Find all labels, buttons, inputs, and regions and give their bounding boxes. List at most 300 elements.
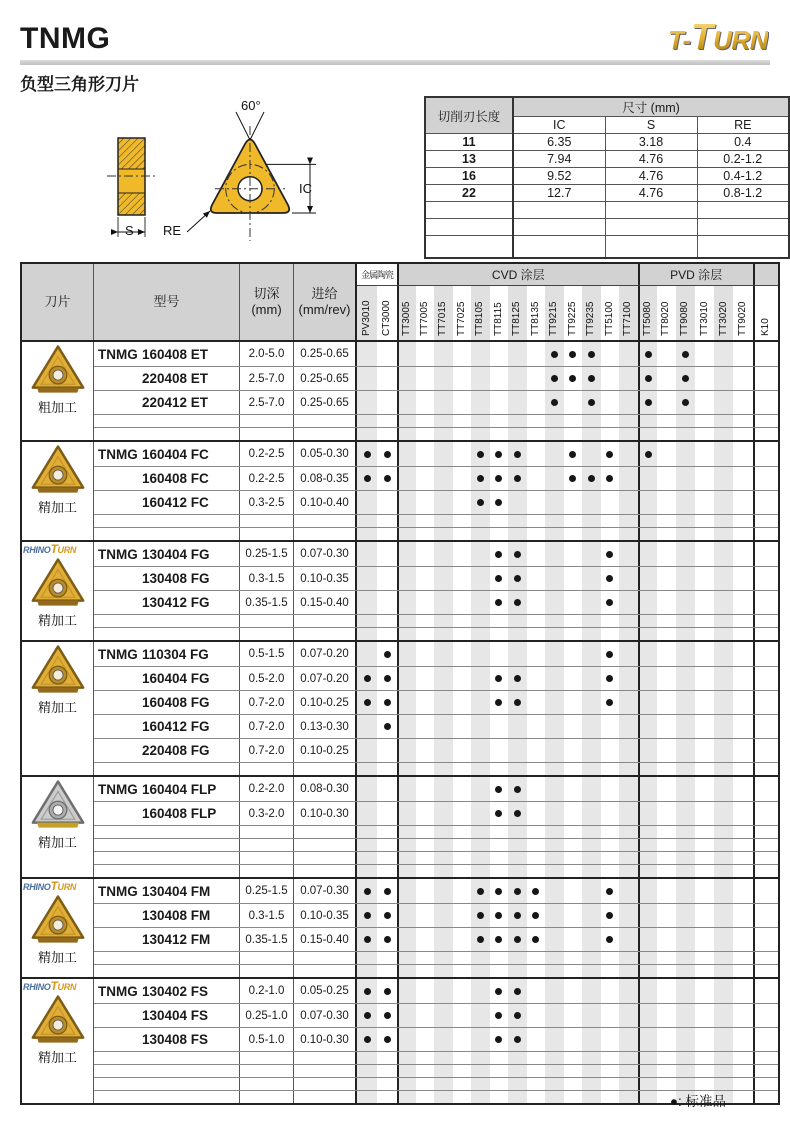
grade-cell [619,839,638,851]
grade-cell [733,1078,752,1090]
grade-cell [733,928,752,951]
grade-cell [357,979,377,1003]
grade-cell [471,739,490,762]
grade-cell [714,367,733,390]
grade-cell [545,342,564,366]
grade-cell [714,342,733,366]
grade-label: TT8125 [511,301,523,336]
grade-cell [416,1065,435,1077]
grade-cell [357,802,377,825]
depth-cell [240,763,294,775]
grade-cell [582,1004,601,1027]
depth-cell [240,826,294,838]
grade-cell [527,515,546,527]
grade-cell [508,491,527,514]
grade-cell [397,591,416,614]
grade-cell [753,528,778,540]
model-cell [94,839,240,851]
grade-cell [733,715,752,738]
model-name: 160412 FG [142,719,210,734]
grade-cell [545,1078,564,1090]
grade-cell [676,777,695,801]
grade-cell [434,442,453,466]
empty-row [94,527,778,540]
standard-dot [588,351,595,358]
ic-cell: 6.35 [513,134,605,151]
feed-cell [294,1065,357,1077]
grade-cell [508,979,527,1003]
grade-cell [377,1052,397,1064]
grade-cell [638,491,657,514]
grade-col-header [545,286,564,340]
grade-cell [638,342,657,366]
grade-cell [753,802,778,825]
logo-part: URN [57,982,77,992]
grade-cell [753,442,778,466]
feed-cell: 0.10-0.25 [294,691,357,714]
model-cell [94,467,240,490]
grade-cell [676,1052,695,1064]
grade-cell [453,715,472,738]
model-cell [94,442,240,466]
grade-cell [453,1078,472,1090]
grade-cell [453,642,472,666]
empty-row [94,864,778,877]
grade-cell [733,952,752,964]
table-row [94,777,778,801]
grade-cell [619,528,638,540]
grade-cell [564,628,583,640]
edge-length-header: 切削刃长度 [425,97,513,134]
grade-cell [582,952,601,964]
grade-cell [377,1065,397,1077]
standard-dot [682,399,689,406]
grade-cell [377,442,397,466]
table-row [94,390,778,414]
grade-cell [397,777,416,801]
grade-cell [638,1091,657,1103]
grade-cell [601,879,620,903]
grade-cell [564,904,583,927]
depth-cell [240,852,294,864]
standard-dot [606,451,613,458]
model-name: 130408 FG [142,571,210,586]
grade-cell [434,567,453,590]
grade-cell [471,391,490,414]
insert-cell [22,979,94,1103]
grade-cell [416,952,435,964]
grade-group-header: 金属陶瓷 [357,264,397,285]
insert-block [22,540,778,640]
standard-dot [514,575,521,582]
grade-cell [434,979,453,1003]
standard-dot [606,675,613,682]
grade-cell [753,591,778,614]
grade-cell [434,428,453,440]
standard-dot [495,499,502,506]
grade-cell [753,904,778,927]
grade-cell [638,928,657,951]
grade-cell [601,591,620,614]
grade-cell [397,965,416,977]
grade-cell [357,667,377,690]
grade-cell [490,528,509,540]
grade-cell [471,1052,490,1064]
grade-cell [564,415,583,427]
grade-cell [753,1028,778,1051]
standard-dot [682,351,689,358]
grade-cell [676,965,695,977]
grade-cell [471,879,490,903]
model-name: 160404 FC [142,446,209,462]
grade-cell [416,852,435,864]
grade-cell [545,826,564,838]
grade-cell [377,928,397,951]
standard-dot [495,675,502,682]
grade-cell [545,852,564,864]
grade-cell [490,467,509,490]
feed-cell [294,615,357,627]
grade-cell [471,567,490,590]
grade-cell [564,739,583,762]
grade-cell [564,952,583,964]
grade-cell [714,467,733,490]
grade-cell [619,928,638,951]
grade-cell [397,528,416,540]
grade-cell [695,442,714,466]
model-name: 160412 FC [142,495,209,510]
grade-cell [545,1028,564,1051]
grade-cell [453,826,472,838]
grade-cell [490,515,509,527]
grade-cell [564,691,583,714]
grade-label: TT8115 [492,302,504,336]
grade-cell [582,415,601,427]
table-row [94,566,778,590]
grade-cell [416,839,435,851]
grade-cell [377,342,397,366]
grade-cell [357,879,377,903]
grade-cell [638,852,657,864]
grade-cell [416,442,435,466]
re-cell: 0.4-1.2 [697,168,789,185]
grade-cell [582,667,601,690]
grade-cell [397,739,416,762]
grade-cell [657,515,676,527]
grade-cell [564,642,583,666]
grade-cell [397,667,416,690]
grade-cell [582,839,601,851]
grade-cell [545,739,564,762]
grade-cell [416,367,435,390]
grade-cell [695,491,714,514]
grade-cell [471,428,490,440]
grade-cell [357,715,377,738]
finish-label: 精加工 [37,500,77,515]
grade-cell [676,879,695,903]
grade-cell [357,428,377,440]
grade-cell [753,1091,778,1103]
grade-cell [527,1004,546,1027]
empty-row [425,236,789,259]
insert-block [22,440,778,540]
grade-cell [490,865,509,877]
grade-cell [357,642,377,666]
grade-cell [527,1078,546,1090]
grade-cell [657,839,676,851]
logo-part: T- [668,25,692,55]
grade-cell [508,763,527,775]
grade-cell [564,442,583,466]
grade-cell [357,691,377,714]
grade-cell [601,1028,620,1051]
standard-dot [495,786,502,793]
insert-cell [22,342,94,440]
grade-cell [564,979,583,1003]
page-title: TNMG [20,22,111,55]
grade-cell [377,802,397,825]
grade-cell [657,528,676,540]
grade-cell [619,591,638,614]
grade-col-header [508,286,527,340]
grade-cell [471,1028,490,1051]
standard-dot [514,451,521,458]
model-cell [94,739,240,762]
grade-cell [657,691,676,714]
grade-cell [714,1028,733,1051]
grade-cell [545,904,564,927]
finish-label: 精加工 [37,700,77,715]
grade-cell [601,415,620,427]
grade-cell [416,1052,435,1064]
grade-cell [397,1065,416,1077]
grade-cell [397,691,416,714]
grade-cell [357,865,377,877]
feed-cell: 0.07-0.20 [294,667,357,690]
grade-cell [582,826,601,838]
grade-cell [582,879,601,903]
grade-label: TT3020 [717,301,729,336]
grade-cell [508,428,527,440]
grade-cell [453,667,472,690]
grade-cell [416,965,435,977]
grade-label: TT8020 [660,301,672,336]
grade-cell [434,879,453,903]
depth-cell: 0.25-1.5 [240,879,294,903]
grade-cell [733,802,752,825]
grade-cell [695,628,714,640]
standard-dot [645,399,652,406]
grade-cell [508,691,527,714]
grade-cell [638,715,657,738]
grade-cell [638,415,657,427]
grade-cell [434,667,453,690]
grade-cell [416,615,435,627]
grade-cell [545,391,564,414]
grade-cell [657,715,676,738]
insert-cell [22,879,94,977]
grade-cell [619,879,638,903]
grade-cell [377,979,397,1003]
model-cell [94,1028,240,1051]
grade-cell [416,879,435,903]
grade-cell [545,952,564,964]
empty-row [425,219,789,236]
grade-cell [453,777,472,801]
grade-cell [601,442,620,466]
feed-cell [294,952,357,964]
grade-cell [564,467,583,490]
grade-cell [601,979,620,1003]
grade-group-header: PVD 涂层 [638,264,753,285]
grade-cell [657,1028,676,1051]
grade-cell [638,467,657,490]
grade-cell [582,342,601,366]
grade-cell [453,628,472,640]
grade-cell [471,826,490,838]
grade-cell [471,1091,490,1103]
standard-item-legend: ●: 标准品 [669,1094,726,1109]
feed-cell [294,1052,357,1064]
grade-col-header [619,286,638,340]
grade-cell [733,839,752,851]
grade-col-header [527,286,546,340]
standard-dot [495,1036,502,1043]
grade-cell [564,715,583,738]
table-row [94,927,778,951]
grade-cell [527,442,546,466]
model-prefix: TNMG [98,646,138,662]
feed-cell [294,763,357,775]
feed-cell: 0.10-0.40 [294,491,357,514]
model-name: 160408 FLP [142,806,217,821]
grade-cell [490,879,509,903]
model-name: 110304 FG [142,646,209,662]
grade-cell [416,628,435,640]
grade-cell [453,1052,472,1064]
model-cell [94,1004,240,1027]
grade-cell [377,1028,397,1051]
grade-cell [490,1078,509,1090]
grade-cell [582,1052,601,1064]
grade-cell [753,542,778,566]
grade-cell [582,904,601,927]
grade-cell [416,567,435,590]
grade-cell [753,1052,778,1064]
grade-cell [490,342,509,366]
grade-label: TT9225 [566,301,578,336]
grade-cell [714,1052,733,1064]
grade-cell [753,391,778,414]
grade-cell [676,642,695,666]
angle-label: 60° [241,98,261,113]
standard-dot [364,1036,371,1043]
grade-cell [527,467,546,490]
grade-col-header [695,286,714,340]
grade-cell [619,739,638,762]
grade-cell [377,1078,397,1090]
grade-cell [397,1028,416,1051]
standard-dot [532,888,539,895]
model-cell [94,691,240,714]
grade-cell [545,667,564,690]
grade-cell [397,865,416,877]
grade-cell [676,952,695,964]
grade-cell [508,715,527,738]
grade-cell [453,1028,472,1051]
grade-cell [357,826,377,838]
grade-cell [695,1004,714,1027]
grade-label: TT9020 [737,301,749,336]
ic-col-header: IC [513,117,605,134]
grade-cell [619,979,638,1003]
grade-cell [564,391,583,414]
grade-cell [733,691,752,714]
grade-cell [527,642,546,666]
grade-cell [508,342,527,366]
model-prefix: TNMG [98,983,138,999]
grade-cell [733,428,752,440]
grade-cell [490,367,509,390]
model-cell [94,567,240,590]
grade-cell [733,826,752,838]
grade-cell [453,467,472,490]
grade-cell [357,839,377,851]
grade-cell [416,826,435,838]
model-name: 130412 FG [142,595,210,610]
logo-part: RHINO [23,882,51,892]
grade-cell [490,391,509,414]
grade-cell [714,391,733,414]
block-rows [94,542,778,640]
grade-cell [753,865,778,877]
grade-cell [753,777,778,801]
grade-cell [619,442,638,466]
grade-cell [453,515,472,527]
grade-cell [545,802,564,825]
grade-cell [714,904,733,927]
grade-cell [695,715,714,738]
depth-cell [240,628,294,640]
grade-cell [471,415,490,427]
grade-cell [564,342,583,366]
grade-cell [676,852,695,864]
grade-col-header [733,286,752,340]
col-header-model: 型号 [94,264,240,340]
model-name: 130408 FM [142,908,211,923]
depth-cell [240,965,294,977]
depth-cell [240,528,294,540]
grade-cell [582,367,601,390]
grade-cell [676,367,695,390]
grade-cell [490,628,509,640]
grade-cell [545,965,564,977]
standard-dot [514,599,521,606]
grade-cell [377,879,397,903]
grade-cell [357,491,377,514]
grade-cell [416,1004,435,1027]
grade-cell [545,1091,564,1103]
feed-cell: 0.25-0.65 [294,391,357,414]
grade-cell [657,667,676,690]
grade-cell [619,367,638,390]
grade-cell [508,467,527,490]
depth-cell [240,1065,294,1077]
grade-cell [453,1004,472,1027]
grade-cell [527,865,546,877]
model-name: 220412 ET [142,395,209,410]
grade-cell [564,802,583,825]
